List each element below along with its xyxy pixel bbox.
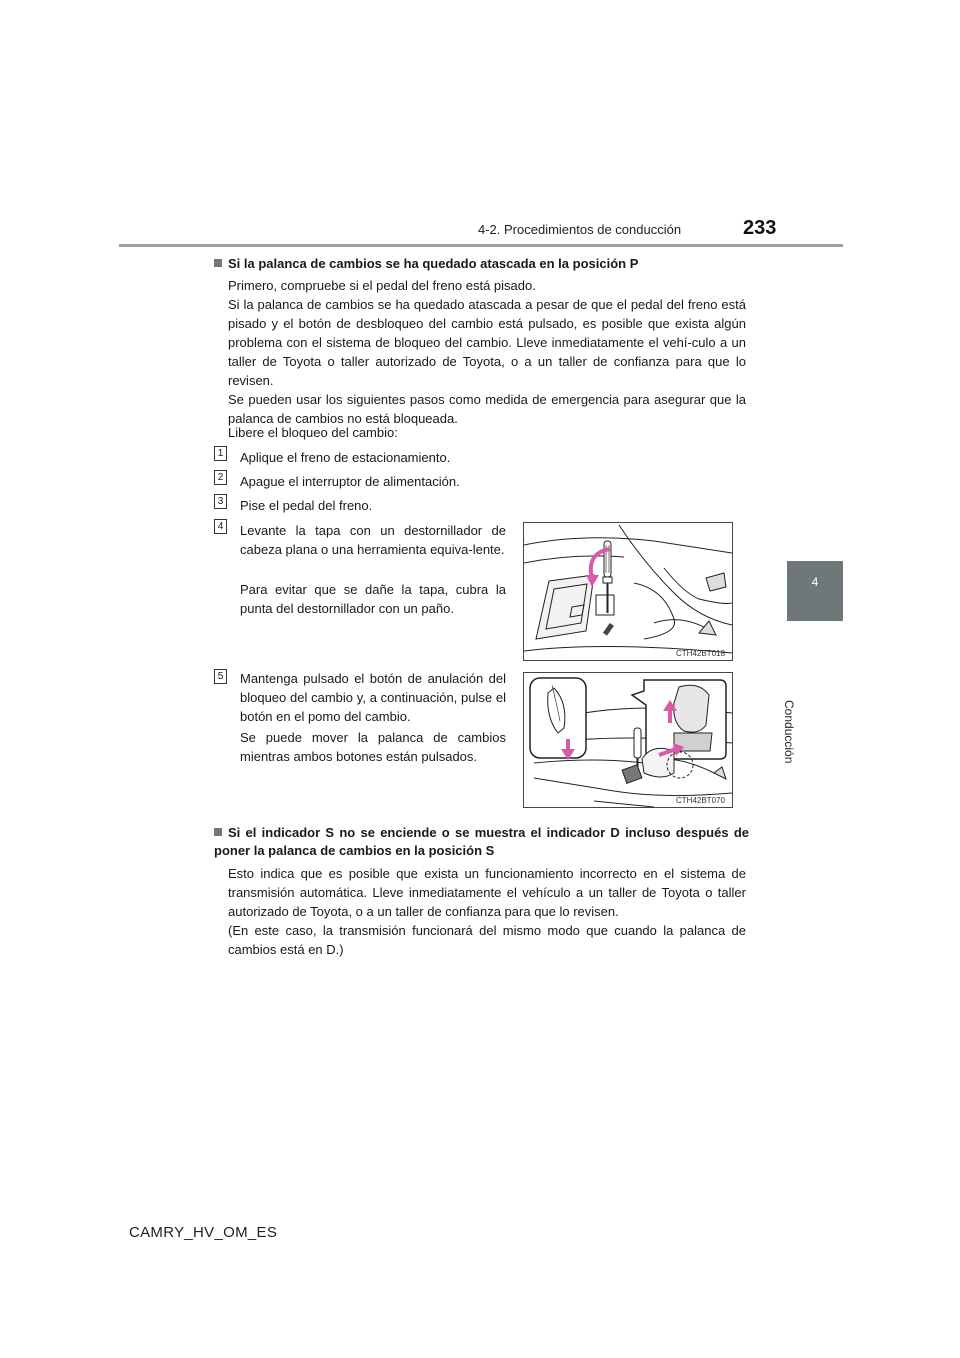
section1-lead: Libere el bloqueo del cambio: <box>228 425 398 440</box>
shift-knob-illustration <box>524 673 732 807</box>
step-text: Pise el pedal del freno. <box>240 498 373 513</box>
figure-code: CTH42BT070 <box>676 796 725 805</box>
step-number: 1 <box>214 446 227 461</box>
step-note: Para evitar que se dañe la tapa, cubra la punta del destornillador con un paño. <box>240 582 506 616</box>
document-code: CAMRY_HV_OM_ES <box>129 1224 278 1241</box>
step-text: Mantenga pulsado el botón de anulación del bloqueo del cambio y, a continuación, pulse el botón en el pomo del cambio. <box>240 671 506 724</box>
section2-heading <box>214 824 749 860</box>
section1-heading-text: Si la palanca de cambios se ha quedado atascada en la posición P <box>228 256 639 271</box>
screwdriver-illustration <box>524 523 732 660</box>
step-text: Apague el interruptor de alimentación. <box>240 474 460 489</box>
step-text: Levante la tapa con un destornillador de cabeza plana o una herramienta equiva-lente. <box>240 523 506 557</box>
step-number: 5 <box>214 669 227 684</box>
page-number: 233 <box>743 217 777 239</box>
chapter-tab <box>787 561 843 621</box>
section2-heading-text: Si el indicador S no se enciende o se muestra el indicador D incluso después de poner la palanca de cambios en la posición S <box>214 825 749 858</box>
step-note: Se puede mover la palanca de cambios mientras ambos botones están pulsados. <box>240 730 506 764</box>
chapter-number: 4 <box>811 575 819 589</box>
step-text: Aplique el freno de estacionamiento. <box>240 450 451 465</box>
square-bullet-icon <box>214 259 222 267</box>
step-number: 3 <box>214 494 227 509</box>
figure-lift-cover <box>523 522 733 661</box>
section1-heading <box>214 255 749 273</box>
square-bullet-icon <box>214 828 222 836</box>
chapter-label: Conducción <box>782 700 796 764</box>
section1-intro: Primero, compruebe si el pedal del freno está pisado. Si la palanca de cambios se ha quedado atascada a pesar de que el pedal del freno está pisado y el botón de desbloqueo del cambio está pulsado, es posible que exista algún problema con el sistema de bloqueo del cambio. Lleve inmediatamente el vehí-culo a un taller de Toyota o taller autorizado de Toyota, o a un taller de confianza para que lo revisen. Se pueden usar los siguientes pasos como medida de emergencia para asegurar que la palanca de cambios no está bloqueada. <box>228 278 746 426</box>
figure-code: CTH42BT018 <box>676 649 725 658</box>
step-number: 4 <box>214 519 227 534</box>
step-number: 2 <box>214 470 227 485</box>
header-rule <box>119 244 843 247</box>
figure-shift-release <box>523 672 733 808</box>
section-title: 4-2. Procedimientos de conducción <box>478 222 682 237</box>
section2-body: Esto indica que es posible que exista un funcionamiento incorrecto en el sistema de transmisión automática. Lleve inmediatamente el vehículo a un taller de Toyota o taller autorizado de Toyota, o a un taller de confianza para que lo revisen. (En este caso, la transmisión funcionará del mismo modo que cuando la palanca de cambios está en D.) <box>228 866 746 957</box>
